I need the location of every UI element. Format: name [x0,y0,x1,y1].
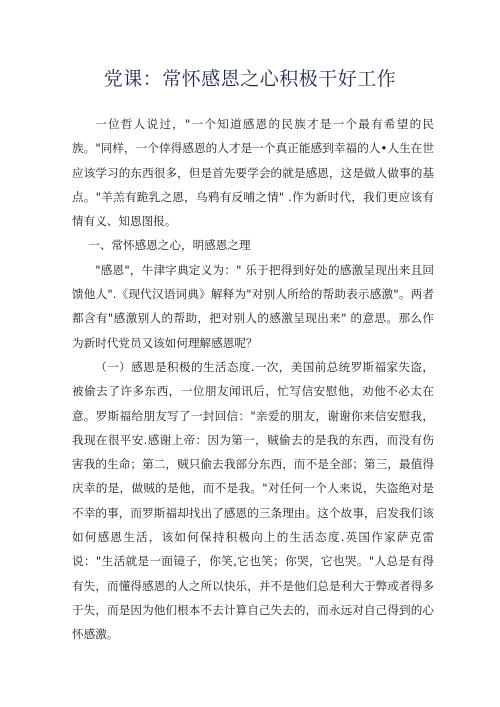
document-title: 党课：常怀感恩之心积极干好工作 [103,68,397,90]
paragraph-attitude: （一）感恩是积极的生活态度.一次，美国前总统罗斯福家失盗，被偷去了许多东西，一位朋友闻讯后，忙写信安慰他，劝他不必太在意。罗斯福给朋友写了一封回信："亲爱的朋友，谢谢你来信安慰我，我现在很平安.感谢上帝：因为第一，贼偷去的是我的东西，而没有伤害我的生命；第二，贼只偷去我部分东西，而不是全部；第三，最值得庆幸的是，做贼的是他，而不是我。"对任何一个人来说，失盗绝对是不幸的事，而罗斯福却找出了感恩的三条理由。这个故事，启发我们该如何感恩生活，该如何保持积极向上的生活态度.英国作家萨克雷说："生活就是一面镜子，你笑,它也笑；你哭，它也哭。"人总是有得有失，而懂得感恩的人之所以快乐，并不是他们总是利大于弊或者得多于失，而是因为他们根本不去计算自己失去的，而永远对自己得到的心怀感激。 [72,359,434,642]
paragraph-intro: 一位哲人说过，"一个知道感恩的民族才是一个最有希望的民族。"同样，一个倖得感恩的人才是一个真正能感到幸福的人•人生在世应该学习的东西很多，但是首先要学会的就是感恩，这是做人做事的基点。"羊羔有跪乳之恩，乌鸦有反哺之情" .作为新时代，我们更应该有情有义、知恩图报。 [72,117,434,229]
document-body [72,112,434,647]
section-heading-1: 一、常怀感恩之心，明感恩之理 [88,238,251,253]
paragraph-definition: "感恩"，牛津字典定义为：" 乐于把得到好处的感激呈现出来且回馈他人".《现代汉语词典》解释为"对别人所给的帮助表示感激"。两者都含有"感激别人的帮助，把对别人的感激呈现出来" 的意思。那么作为新时代党员又该如何理解感恩呢？ [72,262,434,350]
